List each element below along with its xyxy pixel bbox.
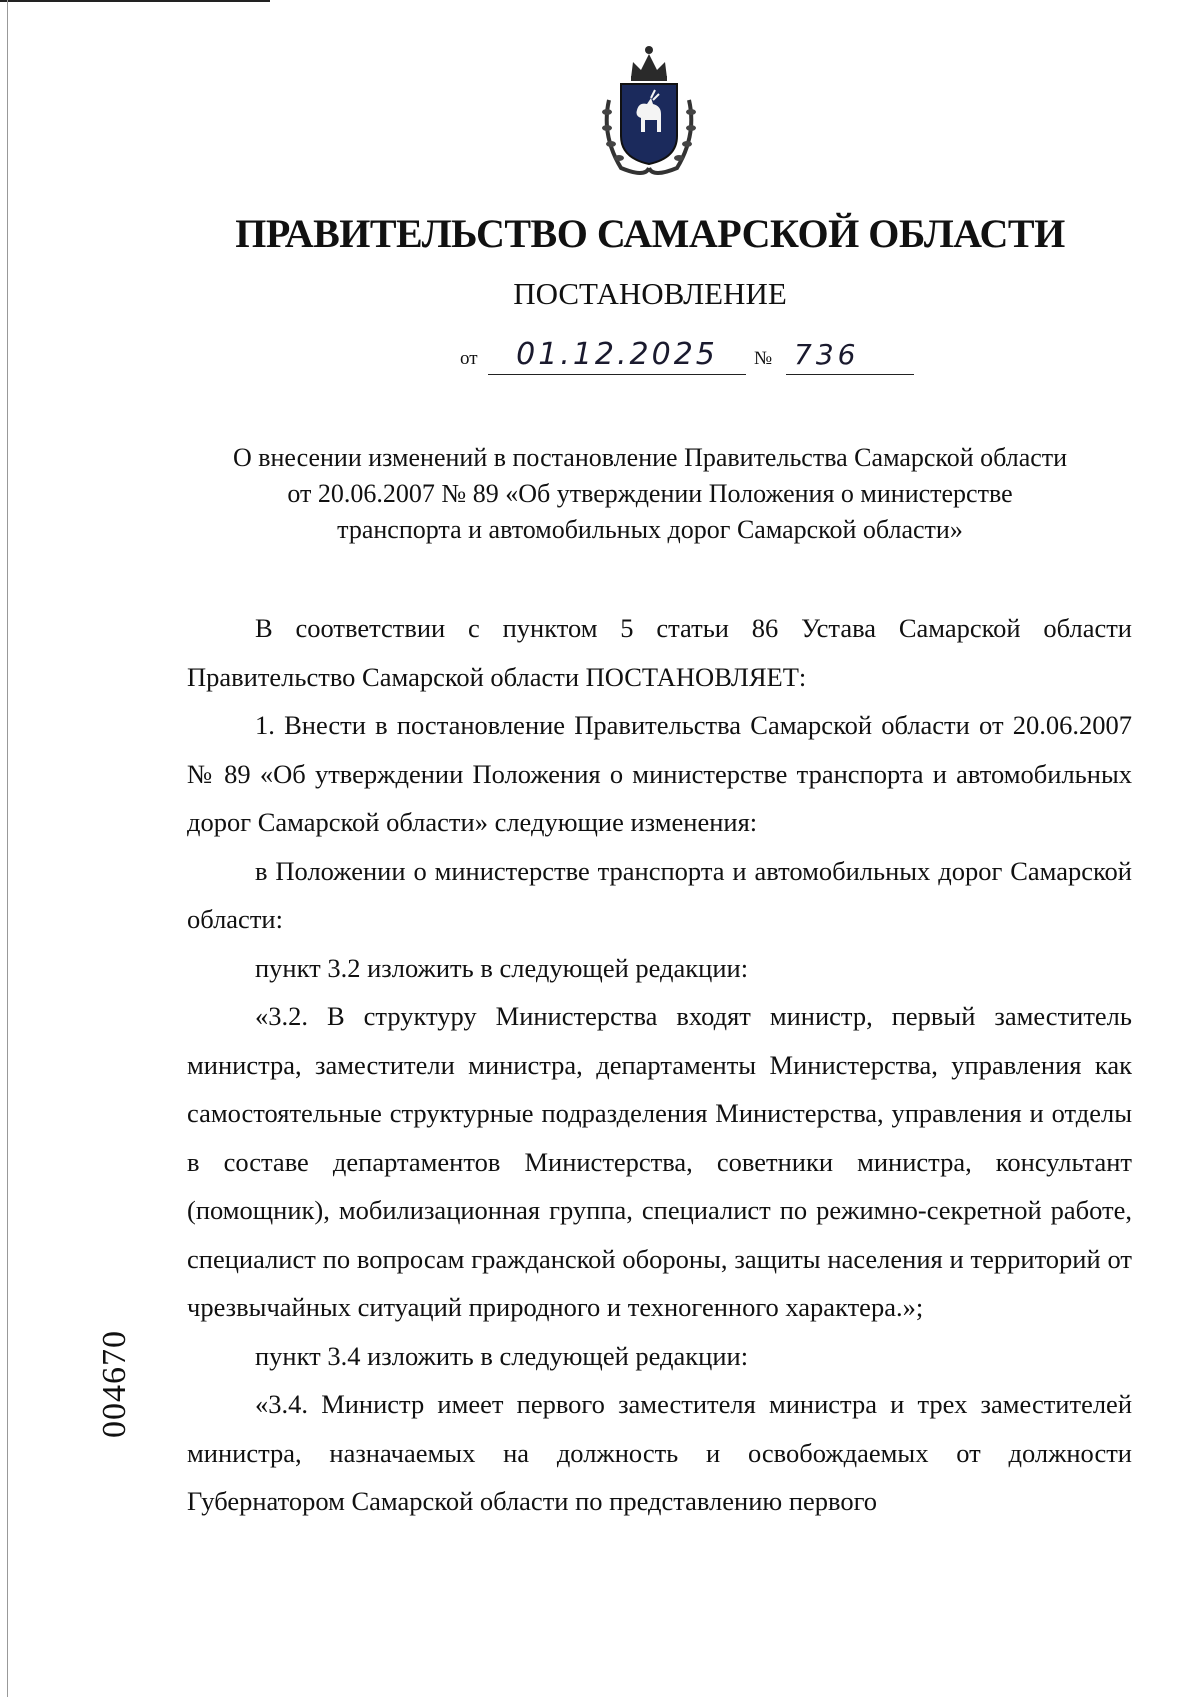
date-number-line: [460, 336, 860, 376]
subject-line: транспорта и автомобильных дорог Самарской области»: [337, 515, 963, 544]
top-border-line: [0, 0, 270, 2]
body-paragraph: 1. Внести в постановление Правительства Самарской области от 20.06.2007 № 89 «Об утверждении Положения о министерстве транспорта и автомобильных дорог Самарской области» следующие изменения:: [187, 710, 1132, 837]
handwritten-date: 01.12.2025: [488, 336, 746, 375]
date-prefix: от: [460, 348, 478, 369]
body-paragraph: «3.4. Министр имеет первого заместителя министра и трех заместителей министра, назначаемых на должность и освобождаемых от должности Губернатором Самарской области по представлению первого: [187, 1389, 1132, 1516]
body-paragraph: В соответствии с пунктом 5 статьи 86 Устава Самарской области Правительство Самарской области ПОСТАНОВЛЯЕТ:: [187, 613, 1132, 692]
margin-serial-number: 004670: [96, 1330, 133, 1438]
organization-title: ПРАВИТЕЛЬСТВО САМАРСКОЙ ОБЛАСТИ: [235, 211, 1065, 256]
body-paragraph: пункт 3.2 изложить в следующей редакции:: [255, 952, 749, 983]
number-prefix: №: [754, 348, 773, 369]
subject-line: О внесении изменений в постановление Правительства Самарской области: [232, 443, 1068, 472]
body-paragraph: в Положении о министерстве транспорта и автомобильных дорог Самарской области:: [187, 855, 1132, 934]
body-paragraph: пункт 3.4 изложить в следующей редакции:: [255, 1340, 749, 1371]
body-paragraph: «3.2. В структуру Министерства входят министр, первый заместитель министра, заместители министра, департаменты Министерства, управления как самостоятельные структурные подразделения Министерства, управления и отделы в составе департаментов Министерства, советники министра, консультант (помощник), мобилизационная группа, специалист по режимно-секретной работе, специалист по вопросам гражданской обороны, защиты населения и территорий от чрезвычайных ситуаций природного и техногенного характера.»;: [187, 1001, 1132, 1322]
handwritten-number: 736: [786, 336, 914, 375]
left-edge-line: [7, 0, 8, 1697]
samara-coat-of-arms-icon: [595, 40, 703, 180]
subject-line: от 20.06.2007 № 89 «Об утверждении Положения о министерстве: [287, 479, 1013, 508]
document-type: ПОСТАНОВЛЕНИЕ: [513, 276, 787, 311]
document-body: [187, 604, 1132, 1526]
document-subject: [150, 440, 1150, 548]
